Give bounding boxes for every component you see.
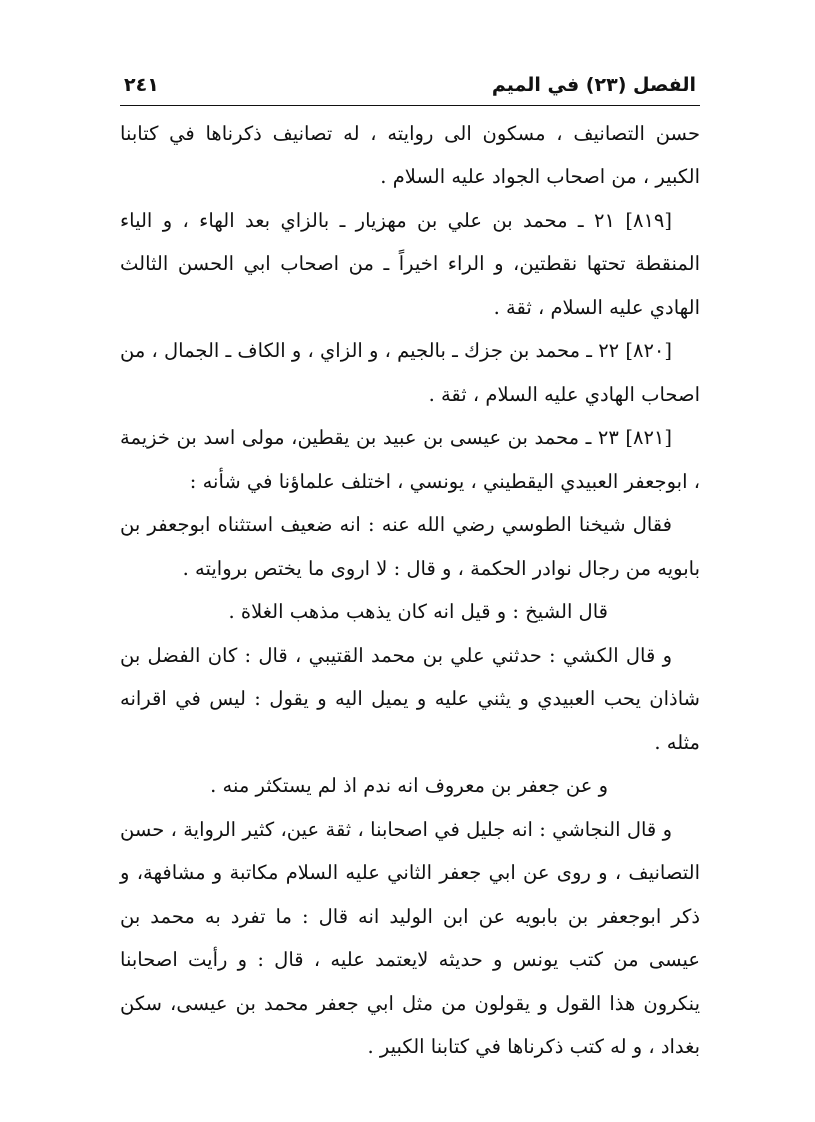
running-header xyxy=(120,72,700,106)
book-page xyxy=(120,72,700,1069)
paragraph: و قال النجاشي : انه جليل في اصحابنا ، ثقة عين، كثير الرواية ، حسن التصانيف ، و روى عن ابي جعفر الثاني عليه السلام مكاتبة و مشافهة، و ذكر ابوجعفر بن بابويه عن ابن الوليد انه قال : ما تفرد به محمد بن عيسى من كتب يونس و حديثه لايعتمد عليه ، قال : و رأيت اصحابنا ينكرون هذا القول و يقولون من مثل ابي جعفر محمد بن عيسى، سكن بغداد ، و له كتب ذكرناها في كتابنا الكبير . xyxy=(120,817,700,1059)
paragraph: فقال شيخنا الطوسي رضي الله عنه : انه ضعيف استثناه ابوجعفر بن بابويه من رجال نوادر الحكمة ، و قال : لا اروى ما يختص بروايته . xyxy=(120,513,700,580)
paragraph: قال الشيخ : و قيل انه كان يذهب مذهب الغلاة . xyxy=(228,600,608,624)
paragraph: [٨٢١] ٢٣ ـ محمد بن عيسى بن عبيد بن يقطين، مولى اسد بن خزيمة ، ابوجعفر العبيدي اليقطيني ، يونسي ، اختلف علماؤنا في شأنه : xyxy=(120,426,700,493)
paragraph: [٨١٩] ٢١ ـ محمد بن علي بن مهزيار ـ بالزاي بعد الهاء ، و الياء المنقطة تحتها نقطتين، و الراء اخيراً ـ من اصحاب ابي الحسن الثالث الهادي عليه السلام ، ثقة . xyxy=(120,208,700,319)
paragraph: حسن التصانيف ، مسكون الى روايته ، له تصانيف ذكرناها في كتابنا الكبير ، من اصحاب الجواد عليه السلام . xyxy=(120,121,700,189)
paragraph: [٨٢٠] ٢٢ ـ محمد بن جزك ـ بالجيم ، و الزاي ، و الكاف ـ الجمال ، من اصحاب الهادي عليه السلام ، ثقة . xyxy=(120,339,700,406)
paragraph: و عن جعفر بن معروف انه ندم اذ لم يستكثر منه . xyxy=(210,774,608,798)
page-body xyxy=(120,112,700,1069)
paragraph: و قال الكشي : حدثني علي بن محمد القتيبي ، قال : كان الفضل بن شاذان يحب العبيدي و يثني عليه و يميل اليه و يقول : ليس في اقرانه مثله . xyxy=(120,643,700,754)
chapter-title: الفصل (٢٣) في الميم xyxy=(491,74,696,96)
page-number: ٢٤١ xyxy=(124,74,159,96)
